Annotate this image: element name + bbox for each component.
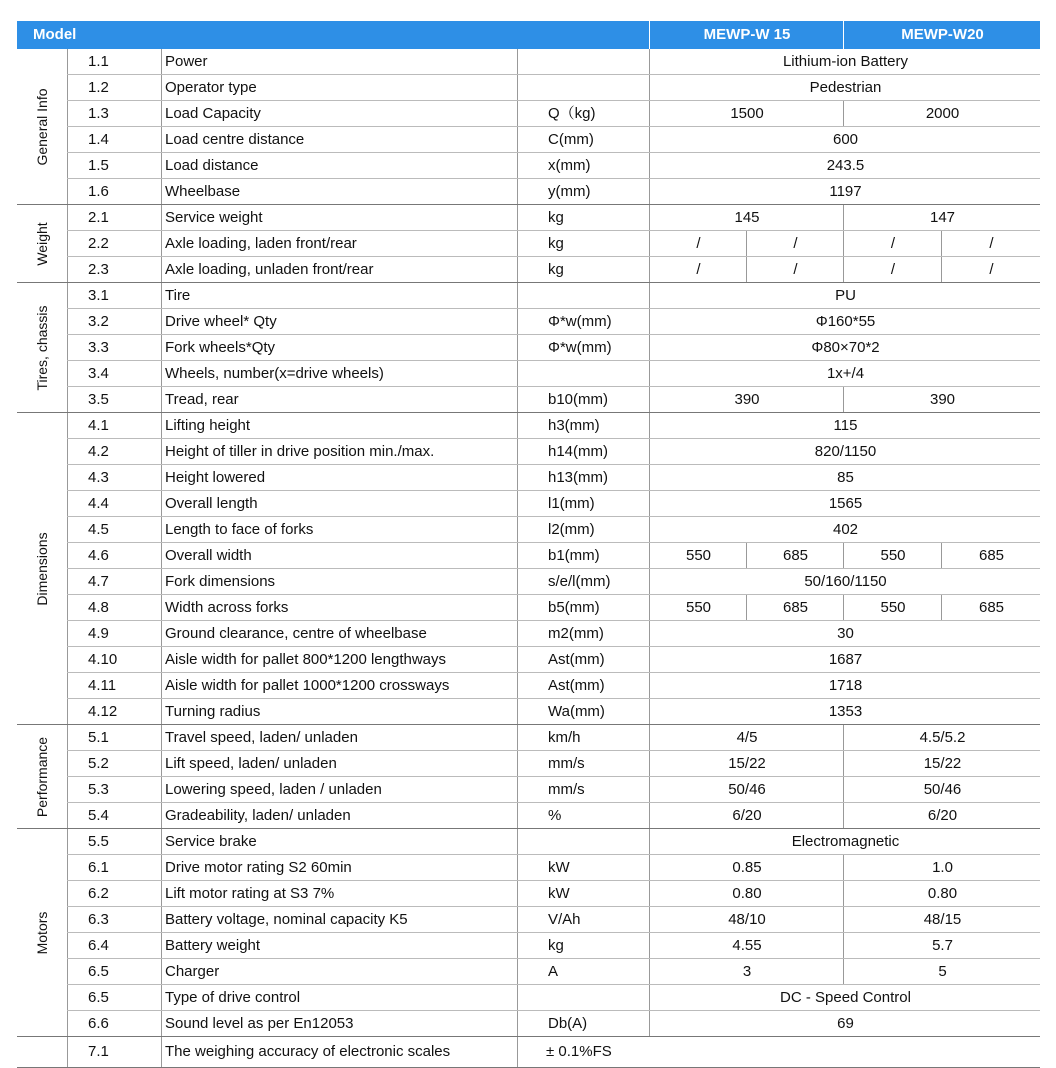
table-row [17,1037,1040,1068]
section-label [17,829,67,1036]
table-row [67,855,1040,881]
section-label-blank [17,1037,67,1067]
row-unit: s/e/l(mm) [517,569,649,594]
row-unit: Φ*w(mm) [517,335,649,360]
table-row [67,517,1040,543]
row-number: 4.8 [67,595,161,620]
row-description: Lifting height [161,413,517,438]
row-value: 50/46 [843,777,1041,802]
row-number: 6.6 [67,1011,161,1036]
section-label-text: General Info [34,87,50,166]
row-unit: l2(mm) [517,517,649,542]
row-number: 4.7 [67,569,161,594]
table-row [67,751,1040,777]
row-value: 390 [843,387,1041,412]
row-value: DC - Speed Control [649,985,1041,1010]
row-value: 600 [649,127,1041,152]
row-unit: A [517,959,649,984]
row-value: 0.85 [649,855,844,880]
row-value: 1.0 [843,855,1041,880]
row-unit [517,283,649,308]
row-number: 6.3 [67,907,161,932]
row-value: 5 [843,959,1041,984]
table-row [67,283,1040,309]
row-value: 30 [649,621,1041,646]
row-number: 7.1 [67,1037,161,1067]
row-number: 3.4 [67,361,161,386]
row-unit: kg [517,933,649,958]
row-number: 4.4 [67,491,161,516]
row-description: Length to face of forks [161,517,517,542]
section-label [17,49,67,204]
row-number: 4.1 [67,413,161,438]
row-value: Pedestrian [649,75,1041,100]
row-number: 6.5 [67,985,161,1010]
row-unit: kg [517,257,649,282]
row-description: Fork dimensions [161,569,517,594]
table-row [67,231,1040,257]
row-value: 550 [843,543,942,568]
row-description: Turning radius [161,699,517,724]
section-dimensions [17,413,1040,725]
row-description: The weighing accuracy of electronic scales [161,1037,517,1067]
row-unit: kW [517,855,649,880]
row-description: Load centre distance [161,127,517,152]
row-unit: km/h [517,725,649,750]
row-description: Aisle width for pallet 800*1200 lengthways [161,647,517,672]
table-row [67,959,1040,985]
table-row [67,777,1040,803]
row-description: Load distance [161,153,517,178]
section-label [17,283,67,412]
row-description: Aisle width for pallet 1000*1200 crossways [161,673,517,698]
row-description: Drive motor rating S2 60min [161,855,517,880]
table-row [67,179,1040,204]
table-row [67,309,1040,335]
row-description: Gradeability, laden/ unladen [161,803,517,828]
row-value: 4.55 [649,933,844,958]
row-number: 5.2 [67,751,161,776]
row-value: / [941,231,1041,256]
row-unit: Wa(mm) [517,699,649,724]
row-value: 15/22 [843,751,1041,776]
row-value: 6/20 [843,803,1041,828]
row-number: 6.1 [67,855,161,880]
row-number: 4.3 [67,465,161,490]
row-description: Axle loading, laden front/rear [161,231,517,256]
row-value: Φ160*55 [649,309,1041,334]
row-value: / [746,257,844,282]
row-description: Wheelbase [161,179,517,204]
row-value: 390 [649,387,844,412]
row-description: Type of drive control [161,985,517,1010]
row-unit: x(mm) [517,153,649,178]
row-value: 402 [649,517,1041,542]
row-number: 3.5 [67,387,161,412]
table-row [67,75,1040,101]
row-value: 3 [649,959,844,984]
row-value: 1718 [649,673,1041,698]
row-number: 5.1 [67,725,161,750]
row-unit: V/Ah [517,907,649,932]
row-unit: Ast(mm) [517,673,649,698]
table-row [67,465,1040,491]
row-unit: Q（kg) [517,101,649,126]
row-number: 4.11 [67,673,161,698]
row-description: Overall length [161,491,517,516]
row-unit [517,985,649,1010]
row-description: Lowering speed, laden / unladen [161,777,517,802]
row-value: 147 [843,205,1041,230]
table-row [67,673,1040,699]
row-value: / [843,231,942,256]
table-row [67,257,1040,282]
section-motors [17,829,1040,1037]
table-row [67,101,1040,127]
table-row [67,595,1040,621]
row-unit: h14(mm) [517,439,649,464]
row-number: 3.1 [67,283,161,308]
row-value: 15/22 [649,751,844,776]
row-unit [517,49,649,74]
row-number: 4.5 [67,517,161,542]
row-description: Drive wheel* Qty [161,309,517,334]
row-number: 1.5 [67,153,161,178]
row-unit: kg [517,231,649,256]
table-row [67,439,1040,465]
table-row [67,933,1040,959]
row-value: 48/15 [843,907,1041,932]
row-value: 685 [941,595,1041,620]
model-name: MEWP-W20 [843,21,1041,49]
table-row [67,621,1040,647]
table-row [67,335,1040,361]
table-row [67,205,1040,231]
row-number: 1.1 [67,49,161,74]
table-row [67,647,1040,673]
row-number: 6.2 [67,881,161,906]
row-number: 1.3 [67,101,161,126]
row-number: 4.6 [67,543,161,568]
row-unit: Φ*w(mm) [517,309,649,334]
row-value: 48/10 [649,907,844,932]
row-value: 1500 [649,101,844,126]
row-value: Φ80×70*2 [649,335,1041,360]
row-number: 4.2 [67,439,161,464]
table-row [67,361,1040,387]
table-row [67,153,1040,179]
row-value: 820/1150 [649,439,1041,464]
row-value: 2000 [843,101,1041,126]
row-description: Load Capacity [161,101,517,126]
row-description: Sound level as per En12053 [161,1011,517,1036]
row-value: 85 [649,465,1041,490]
row-unit: kW [517,881,649,906]
row-value: Lithium-ion Battery [649,49,1041,74]
row-unit: m2(mm) [517,621,649,646]
row-unit: b1(mm) [517,543,649,568]
row-description: Height lowered [161,465,517,490]
row-value: / [843,257,942,282]
table-row [67,387,1040,412]
row-description: Battery weight [161,933,517,958]
table-row [67,907,1040,933]
row-description: Service weight [161,205,517,230]
row-unit [517,75,649,100]
row-description: Axle loading, unladen front/rear [161,257,517,282]
table-row [67,491,1040,517]
row-number: 5.4 [67,803,161,828]
row-description: Service brake [161,829,517,854]
row-number: 3.2 [67,309,161,334]
row-value: / [746,231,844,256]
row-value: / [941,257,1041,282]
row-number: 2.2 [67,231,161,256]
row-value: 1197 [649,179,1041,204]
row-unit: Db(A) [517,1011,649,1036]
row-value: 550 [649,595,747,620]
row-unit: l1(mm) [517,491,649,516]
section-tires-chassis [17,283,1040,413]
row-value: 685 [746,543,844,568]
row-value: 243.5 [649,153,1041,178]
row-value: PU [649,283,1041,308]
table-row [67,985,1040,1011]
row-description: Lift speed, laden/ unladen [161,751,517,776]
row-unit: C(mm) [517,127,649,152]
row-unit: h13(mm) [517,465,649,490]
row-number: 4.9 [67,621,161,646]
table-row [67,1011,1040,1036]
row-number: 3.3 [67,335,161,360]
table-row [67,829,1040,855]
row-description: Travel speed, laden/ unladen [161,725,517,750]
row-description: Width across forks [161,595,517,620]
row-value: 50/160/1150 [649,569,1041,594]
row-unit: mm/s [517,751,649,776]
row-unit [517,829,649,854]
row-value: 1687 [649,647,1041,672]
section-weight [17,205,1040,283]
row-value: 145 [649,205,844,230]
row-value: 1353 [649,699,1041,724]
spec-table [17,21,1040,1068]
row-unit: kg [517,205,649,230]
row-unit: y(mm) [517,179,649,204]
row-value: 685 [941,543,1041,568]
row-value: 685 [746,595,844,620]
section-label-text: Dimensions [34,531,50,606]
row-value: / [649,231,747,256]
table-header [17,21,1040,49]
row-description: Fork wheels*Qty [161,335,517,360]
row-value: 0.80 [649,881,844,906]
row-description: Tire [161,283,517,308]
row-number: 6.5 [67,959,161,984]
section-label-text: Weight [34,221,50,266]
table-row [67,803,1040,828]
row-value: 550 [649,543,747,568]
row-unit: b5(mm) [517,595,649,620]
section-label-text: Motors [34,911,50,954]
row-number: 1.6 [67,179,161,204]
row-value: 0.80 [843,881,1041,906]
section-general-info [17,49,1040,205]
row-number: 5.5 [67,829,161,854]
row-number: 6.4 [67,933,161,958]
table-row [67,543,1040,569]
table-body [17,49,1040,1037]
table-row [67,413,1040,439]
section-performance [17,725,1040,829]
row-value: Electromagnetic [649,829,1041,854]
table-row [67,127,1040,153]
section-label-text: Performance [34,736,50,817]
row-unit: h3(mm) [517,413,649,438]
row-description: Battery voltage, nominal capacity K5 [161,907,517,932]
row-number: 2.1 [67,205,161,230]
model-name: MEWP-W 15 [649,21,844,49]
row-value: / [649,257,747,282]
row-value: 69 [649,1011,1041,1036]
section-label [17,205,67,282]
row-description: Overall width [161,543,517,568]
row-description: Ground clearance, centre of wheelbase [161,621,517,646]
row-description: Power [161,49,517,74]
row-unit: ± 0.1%FS [517,1037,649,1067]
row-description: Operator type [161,75,517,100]
row-number: 4.10 [67,647,161,672]
row-value: 115 [649,413,1041,438]
row-number: 2.3 [67,257,161,282]
row-value: 550 [843,595,942,620]
section-label [17,413,67,724]
table-row [67,569,1040,595]
table-row [67,725,1040,751]
row-unit: % [517,803,649,828]
row-value: 50/46 [649,777,844,802]
row-value: 5.7 [843,933,1041,958]
row-value: 1565 [649,491,1041,516]
row-unit: mm/s [517,777,649,802]
model-label: Model [33,26,77,43]
row-description: Tread, rear [161,387,517,412]
row-unit: b10(mm) [517,387,649,412]
row-number: 4.12 [67,699,161,724]
row-value: 4/5 [649,725,844,750]
row-description: Height of tiller in drive position min./max. [161,439,517,464]
section-label-text: Tires, chassis [34,304,50,391]
row-value: 6/20 [649,803,844,828]
row-value: 4.5/5.2 [843,725,1041,750]
row-number: 5.3 [67,777,161,802]
section-label [17,725,67,828]
row-description: Charger [161,959,517,984]
row-description: Lift motor rating at S3 7% [161,881,517,906]
table-row [67,49,1040,75]
row-unit [517,361,649,386]
table-row [67,699,1040,724]
table-row [67,881,1040,907]
row-number: 1.4 [67,127,161,152]
row-value: 1x+/4 [649,361,1041,386]
row-unit: Ast(mm) [517,647,649,672]
row-description: Wheels, number(x=drive wheels) [161,361,517,386]
row-number: 1.2 [67,75,161,100]
